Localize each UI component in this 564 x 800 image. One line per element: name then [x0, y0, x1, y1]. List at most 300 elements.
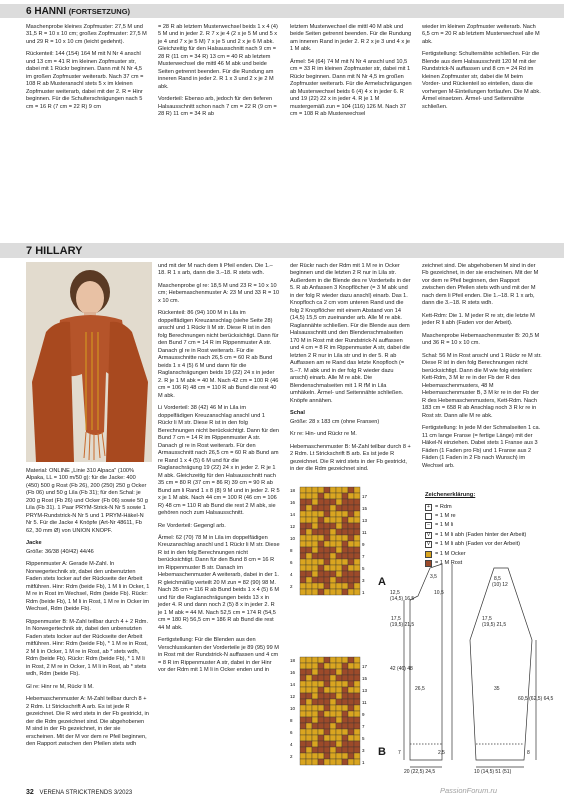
chart-cell [324, 577, 330, 583]
chart-cell [318, 675, 324, 681]
paragraph: Größe: 28 x 183 cm (ohne Fransen) [290, 418, 380, 425]
chart-cell [342, 753, 348, 759]
paragraph: Schal: 56 M in Rost anschl und 1 Rückr re M str. Diese R ist in den folg Berechnungen nicht berücksichtigt. Dann die M wie folg einteilen: Kett-Rdm, 3 M kr re in der Fb der R des Hebemaschenmusters, 48 M Hebemaschenmuster B, 3 M kr re in der Fb der R des Hebemaschenmusters, Kett-Rdm. Nach 183 cm = 658 R ab Anschlag noch 3 R kr re in Rost str. Dann alle M re abk. [422, 352, 542, 419]
chart-cell [354, 723, 360, 729]
chart-row-number: 15 [362, 506, 368, 511]
chart-cell [324, 669, 330, 675]
legend-swatch: V [426, 531, 431, 538]
chart-cell [336, 753, 342, 759]
chart-cell [312, 669, 318, 675]
chart-cell [348, 529, 354, 535]
chart-cell [348, 753, 354, 759]
chart-cell [324, 523, 330, 529]
chart-cell [318, 553, 324, 559]
chart-cell [300, 511, 306, 517]
chart-cell [312, 675, 318, 681]
chart-cell [342, 583, 348, 589]
paragraph: Fertigstellung: Schulternähte schließen. Für die Blende aus dem Halsausschnitt 120 M mit der Rundstrick-N auffassen und 8 cm = 24 Rd im kleinen Zopfmuster str, dabei die M beim Vorder- und Rückenteil so einteilen, dass die vorhergen M-Einteilungen fortlaufen. Die M abk. Ärmel einsetzen. Ärmel- und Seitennähte schließen. [422, 51, 541, 110]
chart-cell [342, 559, 348, 565]
chart-a-label: A [378, 576, 386, 588]
legend-item [425, 532, 535, 539]
legend-label: = 1 M Rost [435, 559, 463, 566]
chart-cell [342, 553, 348, 559]
chart-cell [312, 487, 318, 493]
chart-cell [348, 517, 354, 523]
model-photo [26, 262, 152, 462]
chart-cell [342, 705, 348, 711]
chart-cell [342, 517, 348, 523]
chart-cell [330, 741, 336, 747]
chart-cell [324, 663, 330, 669]
chart-cell [354, 559, 360, 565]
chart-cell [324, 717, 330, 723]
chart-cell [324, 729, 330, 735]
chart-row-number: 9 [362, 542, 365, 547]
chart-cell [300, 675, 306, 681]
chart-cell [354, 717, 360, 723]
chart-cell [318, 499, 324, 505]
chart-cell [306, 547, 312, 553]
chart-cell [330, 571, 336, 577]
paragraph: Gl re: Hinr re M, Rückr li M. [26, 683, 94, 690]
section-subtitle: (FORTSETZUNG) [68, 7, 131, 16]
chart-cell [306, 583, 312, 589]
chart-cell [324, 693, 330, 699]
chart-cell [306, 681, 312, 687]
chart-cell [300, 669, 306, 675]
legend-item [425, 504, 535, 511]
section-header-hillary [0, 243, 564, 258]
paragraph: Hebemaschenmuster B: M-Zahl teilbar durch 8 + 2 Rdm. Lt Strickschrift B arb. Es ist jede R gezeichnet. Die R wird stets in der Fb gestrickt, in der die Rdm gezeichnet sind. [290, 443, 411, 473]
hanni-column-1 [26, 24, 148, 116]
chart-cell [324, 541, 330, 547]
chart-cell [306, 577, 312, 583]
paragraph: Li Vorderteil: 38 (42) 46 M in Lila im doppelfädigen Kreuzanschlag anschl und 1 Rückr li M str. Diese R ist in den folg Berechnungen nicht berücksichtigt. Dann für den Bund 7 cm = 14 R im Rippenmuster A str. Danach gl re in Rost weiterarb. Für den Armausschnitt nach 26,5 cm = 60 R ab Bund am re Rand 1 x 4 (5) 6 M und für die Raglanschrägung 19 (22) 24 x in jeder 2. R je 1 M abk. Gleichzeitig für den Halsausschnitt nach 35 cm = 80 R (37 cm = 86 R) 39 cm = 90 R ab Bund am li Rand 1 x 8 (8) 9 M und in jeder 2. R 5 x je 1 M abk. Nach 44 cm = 100 R (46 cm = 106 R) 48 cm = 110 R ab Bund die rest 2 M abk, sie gehören noch zum Halsausschnitt. [158, 405, 280, 517]
chart-cell [306, 705, 312, 711]
chart-cell [300, 589, 306, 595]
paragraph: Größe: 36/38 (40/42) 44/46 [26, 548, 94, 555]
knitting-chart-a [290, 485, 370, 604]
chart-cell [336, 735, 342, 741]
chart-cell [324, 505, 330, 511]
chart-cell [300, 583, 306, 589]
schematic-label: 17,5 [482, 616, 492, 622]
chart-cell [354, 657, 360, 663]
chart-row-number: 17 [362, 664, 368, 669]
chart-cell [342, 523, 348, 529]
chart-cell [330, 699, 336, 705]
chart-cell [348, 499, 354, 505]
paragraph: = 28 R ab letztem Musterwechsel beids 1 x 4 (4) 5 M und in jeder 2. R 7 x je 4 (2 x je 5 M und 5 x je 4 und 7 x je 5 M) 7 x je 5 und 2 x je 6 M abk. Gleichzeitig für den Halsausschnitt nach 9 cm = 28 R (11 cm = 34 R) 13 cm = 40 R ab letztem Musterwechsel die mittl 46 M abk und beide Seiten getrennt beenden. Für die Rundung am inneren Rand in jeder 2. R 1 x 3 und 2 x je 2 M abk. [158, 24, 278, 90]
schematic-label: (10) 12 [492, 582, 508, 588]
chart-row-number: 14 [290, 682, 296, 687]
subheading-schal: Schal [290, 410, 305, 417]
schematic-label: 12,5 [390, 590, 400, 596]
chart-cell [330, 705, 336, 711]
chart-cell [336, 541, 342, 547]
chart-row-number: 11 [362, 700, 367, 705]
chart-cell [306, 747, 312, 753]
chart-cell [306, 487, 312, 493]
chart-cell [336, 571, 342, 577]
chart-cell [318, 589, 324, 595]
chart-cell [336, 711, 342, 717]
chart-cell [354, 753, 360, 759]
paragraph: und mit der M nach dem li Pfeil enden. Die 1.–18. R 1 x arb, dann die 3.–18. R stets wdh. [158, 263, 273, 277]
chart-row-number: 4 [290, 572, 293, 577]
chart-cell [324, 511, 330, 517]
chart-cell [342, 687, 348, 693]
chart-cell [342, 589, 348, 595]
chart-cell [336, 729, 342, 735]
chart-cell [300, 553, 306, 559]
chart-cell [306, 753, 312, 759]
chart-row-number: 7 [362, 724, 365, 729]
chart-cell [336, 583, 342, 589]
chart-cell [312, 565, 318, 571]
chart-cell [324, 529, 330, 535]
chart-cell [336, 523, 342, 529]
chart-cell [336, 717, 342, 723]
legend-label: = 1 M re [435, 513, 456, 520]
chart-grid-b [290, 655, 370, 771]
chart-row-number: 4 [290, 742, 293, 747]
chart-cell [318, 741, 324, 747]
chart-cell [324, 535, 330, 541]
chart-cell [300, 493, 306, 499]
legend-label: = 1 M li abh (Faden hinter der Arbeit) [435, 531, 527, 538]
chart-cell [306, 693, 312, 699]
chart-cell [324, 657, 330, 663]
chart-cell [312, 687, 318, 693]
chart-cell [306, 535, 312, 541]
paragraph: Fertigstellung: Für die Blenden aus den Verschlusskanten der Vorderteile je 89 (95) 99 M in Rost mit der Rundstrick-N auffassen und 4 cm = 8 R im Rippenmuster A str, dabei in der Hinr vor der Rdm mit 1 M li in Ocker enden und in [158, 637, 279, 674]
chart-cell [306, 657, 312, 663]
chart-cell [354, 523, 360, 529]
chart-cell [306, 511, 312, 517]
chart-cell [324, 753, 330, 759]
legend-item [425, 541, 535, 548]
chart-cell [300, 663, 306, 669]
chart-cell [354, 565, 360, 571]
chart-cell [324, 571, 330, 577]
chart-row-number: 12 [290, 524, 296, 529]
chart-cell [336, 705, 342, 711]
chart-cell [348, 547, 354, 553]
chart-row-number: 8 [290, 548, 293, 553]
chart-row-number: 17 [362, 494, 368, 499]
chart-cell [300, 523, 306, 529]
chart-cell [342, 759, 348, 765]
chart-cell [354, 487, 360, 493]
chart-cell [306, 505, 312, 511]
chart-cell [312, 493, 318, 499]
chart-cell [306, 523, 312, 529]
chart-cell [318, 571, 324, 577]
chart-cell [348, 565, 354, 571]
schematic-label: 26,5 [415, 686, 425, 692]
chart-cell [330, 523, 336, 529]
chart-cell [342, 565, 348, 571]
chart-cell [348, 747, 354, 753]
chart-row-number: 1 [362, 590, 365, 595]
chart-cell [300, 517, 306, 523]
chart-cell [312, 553, 318, 559]
chart-cell [348, 577, 354, 583]
chart-cell [354, 493, 360, 499]
chart-cell [312, 541, 318, 547]
legend-label: = Rdm [435, 503, 452, 510]
chart-cell [354, 699, 360, 705]
chart-cell [300, 705, 306, 711]
chart-cell [324, 487, 330, 493]
chart-row-number: 11 [362, 530, 367, 535]
chart-cell [300, 753, 306, 759]
chart-cell [312, 499, 318, 505]
hillary-column-1 [26, 468, 150, 753]
chart-cell [306, 717, 312, 723]
chart-cell [348, 735, 354, 741]
chart-cell [306, 729, 312, 735]
chart-cell [348, 693, 354, 699]
chart-cell [312, 523, 318, 529]
chart-cell [306, 493, 312, 499]
chart-cell [306, 559, 312, 565]
chart-cell [348, 493, 354, 499]
legend-swatch [425, 513, 432, 520]
chart-cell [318, 747, 324, 753]
chart-cell [336, 529, 342, 535]
material-paragraph: Material: ONLINE „Linie 310 Alpaca" (100% Alpaka, LL = 100 m/50 g): für die Jacke: 400 (450) 500 g Rost (Fb 26), 200 (250) 250 g Ocker (Fb 06) und 50 g Lila (Fb 31); für den Schal: je 200 g Rost (Fb 26) und Ocker (Fb 06) sowie 50 g Lila (Fb 31). 1 Paar PRYM-Strick-N Nr 5 sowie 1 PRYM-Rundstrick-N Nr 5 und 1 PRYM-Häkel-N Nr 5. Für die Jacke 4 Knöpfe (Art-Nr 48611, Fb 62, 30 mm Ø) von UNION KNOPF. [26, 468, 148, 534]
chart-cell [312, 711, 318, 717]
chart-cell [354, 747, 360, 753]
chart-cell [330, 517, 336, 523]
chart-cell [336, 723, 342, 729]
schematic-label: 10 (14,5) 51 (51) [474, 769, 512, 775]
chart-cell [312, 583, 318, 589]
chart-cell [312, 657, 318, 663]
paragraph: letztem Musterwechsel die mittl 40 M abk und beide Seiten getrennt beenden. Für die Rundung am inneren Rand in jeder 2. R 2 x je 3 und 4 x je 1 M abk. [290, 24, 412, 53]
chart-cell [312, 747, 318, 753]
chart-cell [354, 759, 360, 765]
chart-cell [306, 663, 312, 669]
chart-cell [318, 529, 324, 535]
chart-cell [330, 717, 336, 723]
watermark: PassionForum.ru [440, 786, 498, 795]
chart-cell [336, 577, 342, 583]
paragraph: Kr re: Hin- und Rückr re M. [290, 431, 357, 438]
chart-cell [336, 693, 342, 699]
paragraph: Vorderteil: Ebenso arb, jedoch für den tieferen Halsausschnitt schon nach 7 cm = 22 R (9 cm = 28 R) 11 cm = 34 R ab [158, 96, 277, 118]
chart-cell [312, 699, 318, 705]
chart-cell [336, 681, 342, 687]
chart-cell [354, 535, 360, 541]
chart-cell [348, 687, 354, 693]
chart-cell [300, 547, 306, 553]
chart-cell [330, 529, 336, 535]
chart-cell [306, 529, 312, 535]
chart-cell [318, 505, 324, 511]
chart-cell [330, 663, 336, 669]
chart-cell [348, 681, 354, 687]
chart-cell [312, 529, 318, 535]
paragraph: Maschenprobe gl re: 18,5 M und 23 R = 10 x 10 cm; Hebemaschenmuster A: 23 M und 33 R = 10 x 10 cm. [158, 282, 280, 304]
chart-row-number: 18 [290, 488, 296, 493]
chart-cell [330, 681, 336, 687]
chart-cell [348, 657, 354, 663]
chart-cell [306, 687, 312, 693]
chart-cell [306, 589, 312, 595]
chart-row-number: 8 [290, 718, 293, 723]
paragraph: Rippenmuster A: Gerade M-Zahl. In Norwegertechnik str, dabei den unbenutzten Faden stets locker auf der Rückseite der Arbeit mitführen. Hinr: Rdm (beide Fb), 1 M li in Ocker, 1 M re in Rost im Wechsel, Rdm (beide Fb). Rückr: Rdm (beide Fb), 1 M li in Rost, 1 M re in Ocker im Wechsel, Rdm (beide Fb). [26, 561, 150, 613]
chart-cell [342, 529, 348, 535]
chart-cell [336, 535, 342, 541]
paragraph: Ärmel: 54 (64) 74 M mit N Nr 4 anschl und 10,5 cm = 33 R im kleinen Zopfmuster str, dabei mit 1 Rückr beginnen. Dann mit N Nr 4,5 im großen Zopfmuster weiterarb. Für die Armelschrägungen ab Musterwechsel beids 6 (4) 4 x in jeder 6. R und 19 (22) 22 x in jeder 4. R je 1 M mustergemäß zun = 104 (116) 126 M. Nach 37 cm = 108 R ab Musterwechsel [290, 58, 412, 118]
chart-cell [318, 517, 324, 523]
paragraph: Fertigstellung: In jede M der Schmalseiten 1 ca. 11 cm lange Franse (= fertige Länge) mit der Häkel-N einziehen. Dabei stets 1 Franse aus 3 Fäden (1 Faden pro Fb) und 1 Franse aus 2 Fäden (1 Faden in 2 Fb nach Wunsch) im Wechsel arb. [422, 425, 541, 469]
chart-cell [336, 663, 342, 669]
chart-cell [318, 565, 324, 571]
chart-cell [330, 589, 336, 595]
chart-cell [324, 687, 330, 693]
hanni-column-4 [422, 24, 542, 116]
chart-cell [318, 705, 324, 711]
chart-cell [300, 711, 306, 717]
chart-cell [300, 657, 306, 663]
chart-cell [354, 499, 360, 505]
chart-cell [312, 559, 318, 565]
chart-cell [342, 693, 348, 699]
schematic-label: 8 [527, 750, 530, 756]
chart-cell [324, 547, 330, 553]
chart-cell [300, 559, 306, 565]
chart-cell [330, 499, 336, 505]
chart-cell [306, 699, 312, 705]
chart-cell [318, 493, 324, 499]
chart-cell [300, 723, 306, 729]
chart-cell [300, 717, 306, 723]
chart-cell [312, 589, 318, 595]
schematic-label: 60,5 (62,5) 64,5 [518, 696, 554, 702]
schematic-drawing [390, 560, 554, 775]
chart-cell [336, 699, 342, 705]
chart-cell [342, 663, 348, 669]
chart-cell [300, 499, 306, 505]
chart-cell [300, 687, 306, 693]
chart-cell [348, 523, 354, 529]
chart-cell [330, 675, 336, 681]
chart-row-number: 13 [362, 518, 368, 523]
chart-cell [342, 747, 348, 753]
chart-cell [342, 657, 348, 663]
chart-cell [318, 657, 324, 663]
chart-cell [336, 669, 342, 675]
chart-cell [318, 735, 324, 741]
chart-row-number: 13 [362, 688, 368, 693]
chart-cell [348, 729, 354, 735]
chart-cell [300, 541, 306, 547]
paragraph: zeichnet sind. Die abgehobenen M sind in der Fb gezeichnet, in der sie erscheinen. Mit der M vor dem re Pfeil beginnen, den Rapport zwischen den Pfeilen stets wdh und mit der M nach dem li Pfeil enden. Die 1.–18. R 1 x arb, dann die 3.–18. R stets wdh. [422, 263, 539, 307]
chart-cell [348, 711, 354, 717]
chart-cell [342, 487, 348, 493]
chart-cell [330, 541, 336, 547]
chart-cell [354, 729, 360, 735]
schematic-label: 2,5 [438, 750, 445, 756]
chart-row-number: 2 [290, 584, 293, 589]
legend-swatch: + [425, 504, 432, 511]
chart-cell [318, 511, 324, 517]
chart-cell [306, 565, 312, 571]
chart-cell [324, 499, 330, 505]
chart-row-number: 5 [362, 566, 365, 571]
chart-cell [342, 681, 348, 687]
chart-cell [318, 547, 324, 553]
paragraph: wieder im kleinen Zopfmuster weiterarb. Nach 6,5 cm = 20 R ab letztem Musterwechsel alle M abk. [422, 24, 540, 45]
chart-cell [348, 759, 354, 765]
chart-cell [354, 669, 360, 675]
chart-cell [312, 571, 318, 577]
chart-cell [330, 511, 336, 517]
chart-cell [324, 553, 330, 559]
chart-cell [348, 741, 354, 747]
chart-cell [324, 675, 330, 681]
chart-cell [342, 535, 348, 541]
chart-cell [300, 735, 306, 741]
chart-cell [312, 759, 318, 765]
section-header-hanni [0, 4, 564, 18]
chart-cell [342, 669, 348, 675]
legend-swatch: V [426, 541, 431, 548]
chart-cell [312, 505, 318, 511]
chart-cell [324, 747, 330, 753]
paragraph: Maschenprobe kleines Zopfmuster: 27,5 M und 31,5 R = 10 x 10 cm; großes Zopfmuster: 27,5 M und 29 R = 10 x 10 cm (leicht gedehnt). [26, 24, 147, 45]
chart-cell [306, 711, 312, 717]
publication-name: VERENA STRICKTRENDS 3/2023 [39, 790, 133, 796]
chart-cell [348, 571, 354, 577]
chart-cell [324, 565, 330, 571]
chart-cell [306, 741, 312, 747]
chart-cell [306, 541, 312, 547]
chart-cell [324, 589, 330, 595]
chart-cell [312, 729, 318, 735]
paragraph: Rückenteil: 144 (154) 164 M mit N Nr 4 anschl und 13 cm = 41 R im kleinen Zopfmuster str, dabei mit 1 Rückr beginnen. Dann mit N Nr 4,5 im großen Zopfmuster weiterarb. Nach 37 cm = 108 R ab Musteranschl stets 5 x im kleinen Zopfmuster weiterarb, dabei mit der 2. R = Hinr beginnen. Für die Schulterschrägungen nach 5 cm = 16 R (7 cm = 22 R) 9 cm [26, 51, 144, 110]
paragraph: Maschenprobe Hebemaschenmuster B: 20,5 M und 36 R = 10 x 10 cm. [422, 332, 540, 347]
chart-cell [342, 723, 348, 729]
chart-cell [312, 741, 318, 747]
chart-cell [342, 729, 348, 735]
chart-cell [318, 729, 324, 735]
chart-cell [336, 759, 342, 765]
hillary-column-4 [422, 263, 542, 475]
page-number: 32 [26, 789, 34, 796]
chart-cell [300, 535, 306, 541]
chart-cell [312, 735, 318, 741]
chart-cell [342, 511, 348, 517]
chart-cell [348, 541, 354, 547]
chart-cell [330, 547, 336, 553]
chart-cell [300, 571, 306, 577]
chart-cell [348, 505, 354, 511]
chart-cell [324, 741, 330, 747]
subheading-jacke: Jacke [26, 540, 42, 547]
chart-cell [318, 723, 324, 729]
chart-cell [354, 735, 360, 741]
chart-cell [324, 711, 330, 717]
legend-item [425, 522, 535, 529]
chart-cell [354, 541, 360, 547]
chart-cell [324, 735, 330, 741]
chart-cell [318, 717, 324, 723]
